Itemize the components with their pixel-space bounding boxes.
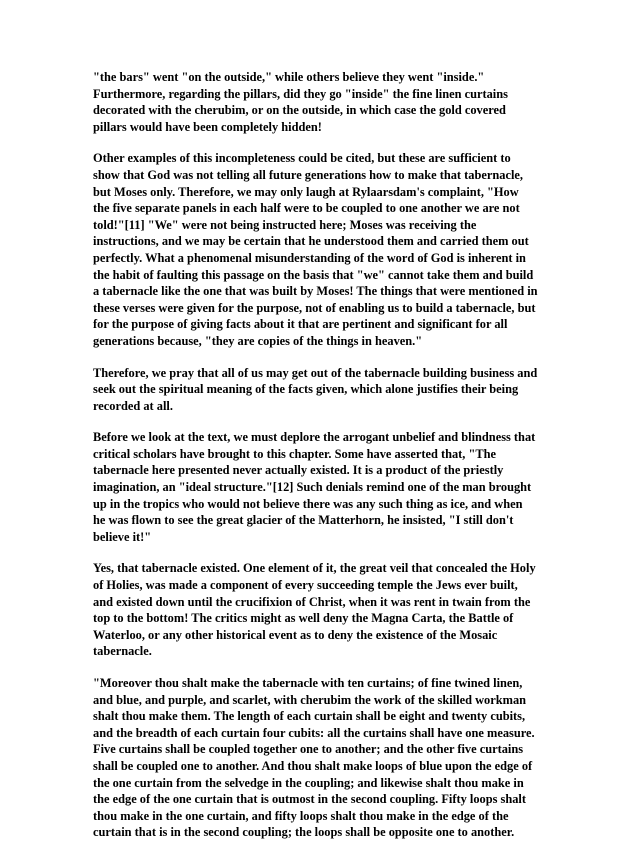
text-line: the edge of the one curtain that is outmost in the second coupling. Fifty loops shalt bbox=[93, 792, 526, 807]
text-line: shalt thou make them. The length of each curtain shall be eight and twenty cubits, bbox=[93, 709, 526, 724]
text-line: recorded at all. bbox=[93, 398, 173, 413]
text-line: up in the tropics who would not believe there was any such thing as ice, and when bbox=[93, 496, 523, 511]
text-line: and existed down until the crucifixion of Christ, when it was rent in twain from the bbox=[93, 594, 531, 609]
text-line: but Moses only. Therefore, we may only laugh at Rylaarsdam's complaint, "How bbox=[93, 184, 519, 199]
text-line: tabernacle. bbox=[93, 644, 152, 659]
text-line: Five curtains shall be coupled together one to another; and the other five curtains bbox=[93, 742, 524, 757]
text-line: Therefore, we pray that all of us may get out of the tabernacle building business and bbox=[93, 365, 538, 380]
text-line: decorated with the cherubim, or on the outside, in which case the gold covered bbox=[93, 103, 506, 118]
text-line: top to the bottom! The critics might as well deny the Magna Carta, the Battle of bbox=[93, 611, 514, 626]
text-line: thou make in the one curtain, and fifty loops shalt thou make in the edge of the bbox=[93, 808, 509, 823]
text-line: Furthermore, regarding the pillars, did they go "inside" the fine linen curtains bbox=[93, 86, 508, 101]
text-line: imagination, an "ideal structure."[12] Such denials remind one of the man brought bbox=[93, 480, 532, 495]
paragraph bbox=[93, 429, 553, 545]
text-line: for the purpose of giving facts about it that are pertinent and significant for all bbox=[93, 317, 508, 332]
text-line: Other examples of this incompleteness could be cited, but these are sufficient to bbox=[93, 151, 511, 166]
paragraph bbox=[93, 560, 553, 660]
text-line: the five separate panels in each half were to be coupled to one another we are not bbox=[93, 201, 520, 216]
text-line: and blue, and purple, and scarlet, with cherubim the work of the skilled workman bbox=[93, 692, 527, 707]
text-line: generations because, "they are copies of the things in heaven." bbox=[93, 333, 423, 348]
text-line: Before we look at the text, we must deplore the arrogant unbelief and blindness that bbox=[93, 430, 536, 445]
text-line: curtain that is in the second coupling; the loops shall be opposite one to another. bbox=[93, 825, 515, 840]
text-line: these verses were given for the purpose, not of enabling us to build a tabernacle, but bbox=[93, 300, 536, 315]
text-line: tabernacle here presented never actually existed. It is a product of the priestly bbox=[93, 463, 504, 478]
text-line: Yes, that tabernacle existed. One element of it, the great veil that concealed the Holy bbox=[93, 561, 536, 576]
text-line: he was flown to see the great glacier of the Matterhorn, he insisted, "I still don't bbox=[93, 513, 514, 528]
text-line: "the bars" went "on the outside," while others believe they went "inside." bbox=[93, 70, 485, 84]
text-line: a tabernacle like the one that was built by Moses! The things that were mentioned in bbox=[93, 284, 538, 299]
text-line: seek out the spiritual meaning of the facts given, which alone justifies their being bbox=[93, 382, 519, 397]
paragraph bbox=[93, 365, 553, 415]
text-line: told!"[11] "We" were not being instructed here; Moses was receiving the bbox=[93, 217, 477, 232]
text-line: of Holies, was made a component of every succeeding temple the Jews ever built, bbox=[93, 578, 518, 593]
paragraph bbox=[93, 675, 553, 841]
text-line: perfectly. What a phenomenal misunderstanding of the word of God is inherent in bbox=[93, 250, 526, 265]
text-line: "Moreover thou shalt make the tabernacle with ten curtains; of fine twined linen, bbox=[93, 676, 523, 690]
text-line: show that God was not telling all future generations how to make that tabernacle, bbox=[93, 167, 523, 182]
paragraph bbox=[93, 69, 553, 135]
text-line: and the breadth of each curtain four cubits: all the curtains shall have one measure. bbox=[93, 725, 535, 740]
text-line: believe it!" bbox=[93, 529, 152, 544]
paragraph bbox=[93, 150, 553, 349]
document-body bbox=[93, 69, 553, 856]
text-line: the one curtain from the selvedge in the coupling; and likewise shalt thou make in bbox=[93, 775, 524, 790]
text-line: pillars would have been completely hidden! bbox=[93, 119, 322, 134]
text-line: critical scholars have brought to this chapter. Some have asserted that, "The bbox=[93, 446, 497, 461]
text-line: the habit of faulting this passage on the basis that "we" cannot take them and build bbox=[93, 267, 534, 282]
text-line: Waterloo, or any other historical event as to deny the existence of the Mosaic bbox=[93, 627, 498, 642]
text-line: shall be coupled one to another. And thou shalt make loops of blue upon the edge of bbox=[93, 758, 533, 773]
text-line: instructions, and we may be certain that he understood them and carried them out bbox=[93, 234, 529, 249]
